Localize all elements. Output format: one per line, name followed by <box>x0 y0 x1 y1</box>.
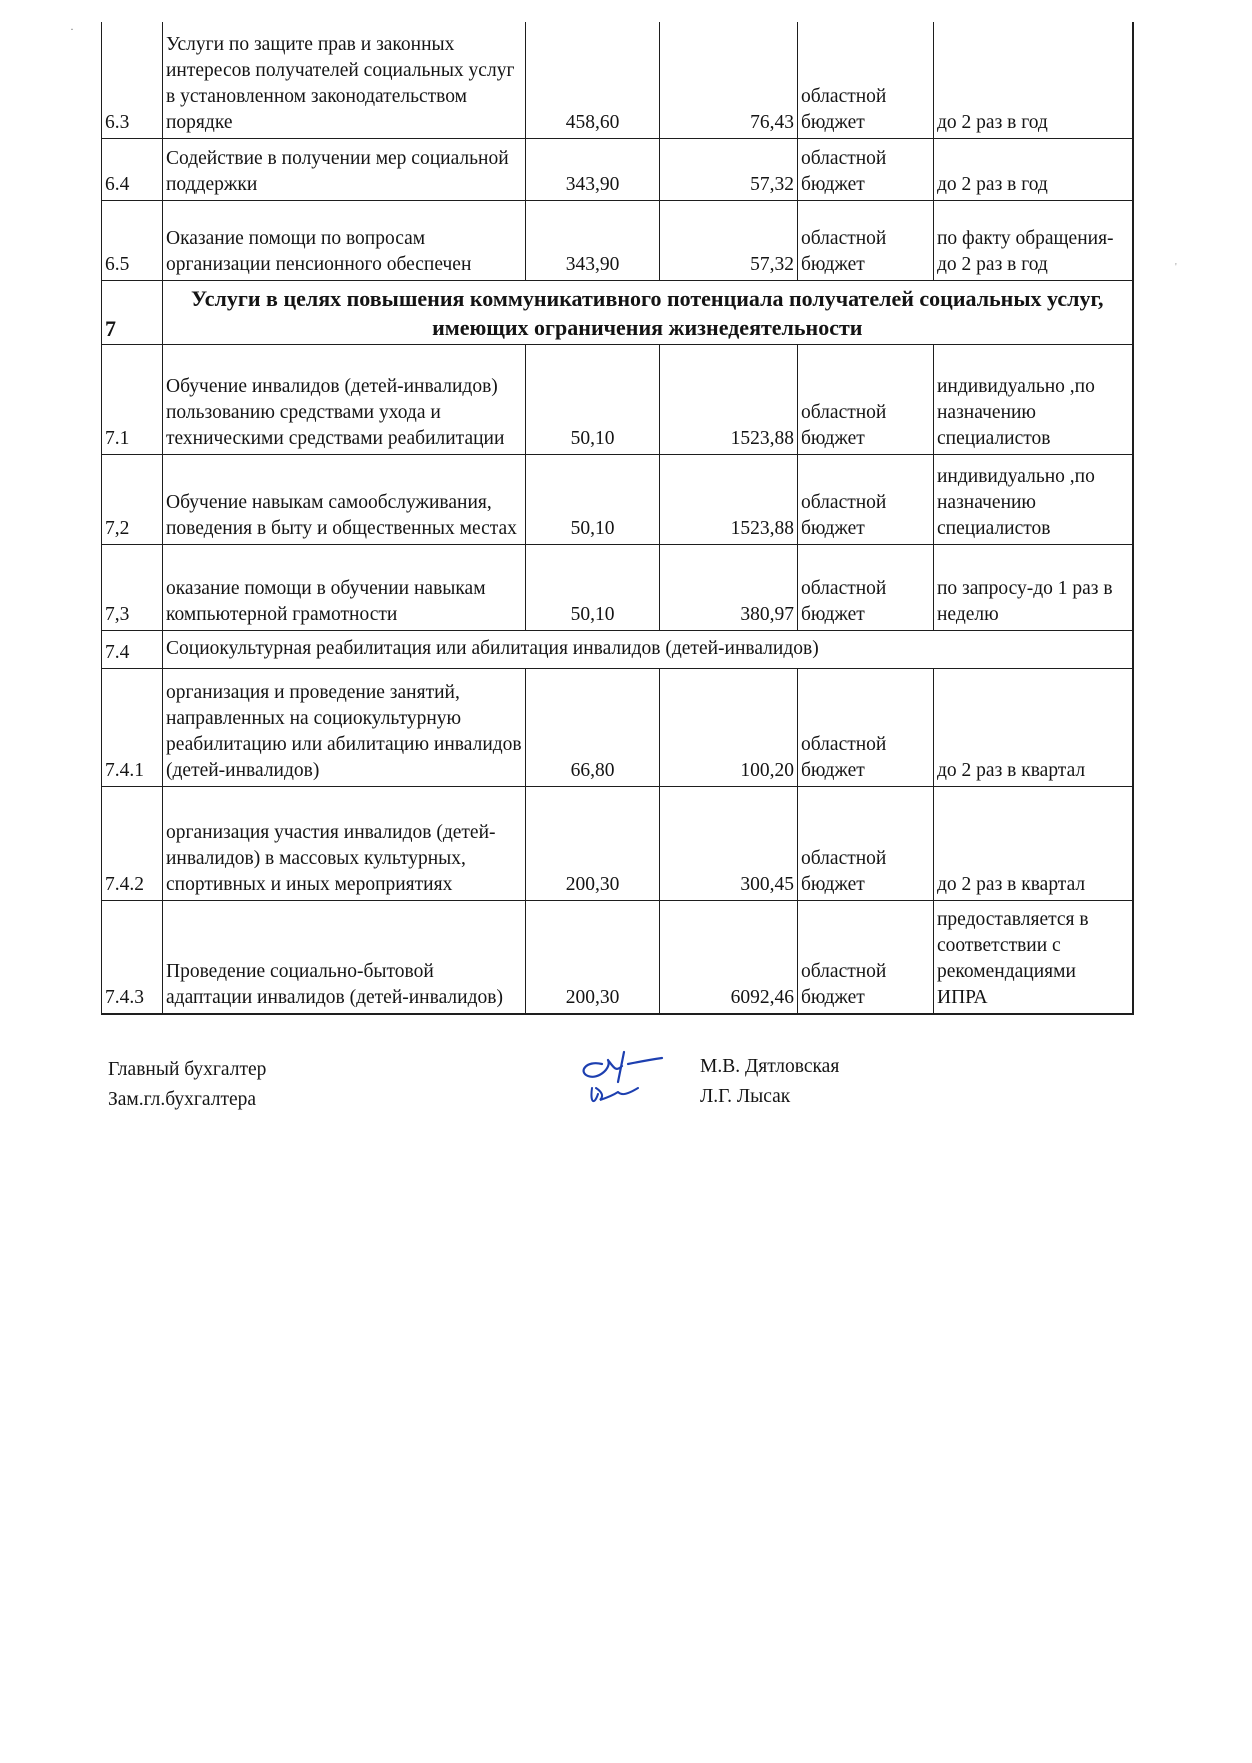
cost-value: 57,32 <box>660 138 798 200</box>
funding-source: областной бюджет <box>798 668 934 786</box>
tariff-value: 50,10 <box>526 454 660 544</box>
chief-accountant-title: Главный бухгалтер <box>108 1059 267 1080</box>
service-name: Обучение инвалидов (детей-инвалидов) пользованию средствами ухода и техническими средствами реабилитации <box>163 344 526 454</box>
row-number: 7,2 <box>102 454 163 544</box>
signature-titles <box>108 1055 266 1115</box>
periodicity: до 2 раз в квартал <box>934 668 1133 786</box>
cost-value: 57,32 <box>660 200 798 280</box>
tariff-value: 200,30 <box>526 786 660 900</box>
deputy-accountant-name: Л.Г. Лысак <box>700 1086 791 1107</box>
row-number: 7,3 <box>102 544 163 630</box>
cost-value: 6092,46 <box>660 900 798 1014</box>
table-row <box>102 200 1133 280</box>
subsection-number: 7.4 <box>102 630 163 668</box>
section-header-row <box>102 280 1133 344</box>
section-number: 7 <box>102 280 163 344</box>
signature-names <box>700 1052 839 1112</box>
periodicity: индивидуально ,по назначению специалистов <box>934 344 1133 454</box>
service-name: Содействие в получении мер социальной поддержки <box>163 138 526 200</box>
page-corner-mark: · <box>70 22 74 36</box>
funding-source: областной бюджет <box>798 138 934 200</box>
tariff-value: 343,90 <box>526 138 660 200</box>
periodicity: предоставляется в соответствии с рекомендациями ИПРА <box>934 900 1133 1014</box>
periodicity: до 2 раз в год <box>934 22 1133 138</box>
row-number: 7.4.1 <box>102 668 163 786</box>
periodicity: по факту обращения-до 2 раз в год <box>934 200 1133 280</box>
funding-source: областной бюджет <box>798 454 934 544</box>
periodicity: индивидуально ,по назначению специалистов <box>934 454 1133 544</box>
funding-source: областной бюджет <box>798 200 934 280</box>
cost-value: 1523,88 <box>660 344 798 454</box>
periodicity: до 2 раз в квартал <box>934 786 1133 900</box>
deputy-accountant-title: Зам.гл.бухгалтера <box>108 1089 257 1110</box>
tariff-value: 458,60 <box>526 22 660 138</box>
handwritten-signature <box>572 1042 692 1112</box>
table-row <box>102 786 1133 900</box>
tariff-value: 50,10 <box>526 544 660 630</box>
subsection-header-row <box>102 630 1133 668</box>
tariff-value: 343,90 <box>526 200 660 280</box>
table-row <box>102 454 1133 544</box>
row-number: 6.4 <box>102 138 163 200</box>
tariff-value: 66,80 <box>526 668 660 786</box>
row-number: 6.3 <box>102 22 163 138</box>
table-row <box>102 544 1133 630</box>
funding-source: областной бюджет <box>798 344 934 454</box>
periodicity: до 2 раз в год <box>934 138 1133 200</box>
table-row <box>102 22 1133 138</box>
section-title: Услуги в целях повышения коммуникативного потенциала получателей социальных услуг, имеющих ограничения жизнедеятельности <box>163 280 1133 344</box>
row-number: 7.4.3 <box>102 900 163 1014</box>
cost-value: 380,97 <box>660 544 798 630</box>
scan-speck: ' <box>1175 262 1177 273</box>
service-name: Услуги по защите прав и законных интересов получателей социальных услуг в установленном законодательством порядке <box>163 22 526 138</box>
cost-value: 1523,88 <box>660 454 798 544</box>
table-row <box>102 344 1133 454</box>
funding-source: областной бюджет <box>798 544 934 630</box>
chief-accountant-name: М.В. Дятловская <box>700 1056 840 1077</box>
row-number: 7.4.2 <box>102 786 163 900</box>
funding-source: областной бюджет <box>798 900 934 1014</box>
table-row <box>102 668 1133 786</box>
tariff-value: 50,10 <box>526 344 660 454</box>
service-name: оказание помощи в обучении навыкам компьютерной грамотности <box>163 544 526 630</box>
tariff-value: 200,30 <box>526 900 660 1014</box>
tariff-table <box>101 22 1134 1015</box>
funding-source: областной бюджет <box>798 786 934 900</box>
cost-value: 76,43 <box>660 22 798 138</box>
subsection-title: Социокультурная реабилитация или абилитация инвалидов (детей-инвалидов) <box>163 630 1133 668</box>
row-number: 7.1 <box>102 344 163 454</box>
service-name: Оказание помощи по вопросам организации пенсионного обеспечен <box>163 200 526 280</box>
periodicity: по запросу-до 1 раз в неделю <box>934 544 1133 630</box>
service-name: Обучение навыкам самообслуживания, поведения в быту и общественных местах <box>163 454 526 544</box>
row-number: 6.5 <box>102 200 163 280</box>
table-row <box>102 138 1133 200</box>
service-name: Проведение социально-бытовой адаптации инвалидов (детей-инвалидов) <box>163 900 526 1014</box>
service-name: организация и проведение занятий, направленных на социокультурную реабилитацию или абилитацию инвалидов (детей-инвалидов) <box>163 668 526 786</box>
funding-source: областной бюджет <box>798 22 934 138</box>
cost-value: 100,20 <box>660 668 798 786</box>
table-row <box>102 900 1133 1014</box>
cost-value: 300,45 <box>660 786 798 900</box>
service-name: организация участия инвалидов (детей-инвалидов) в массовых культурных, спортивных и иных мероприятиях <box>163 786 526 900</box>
